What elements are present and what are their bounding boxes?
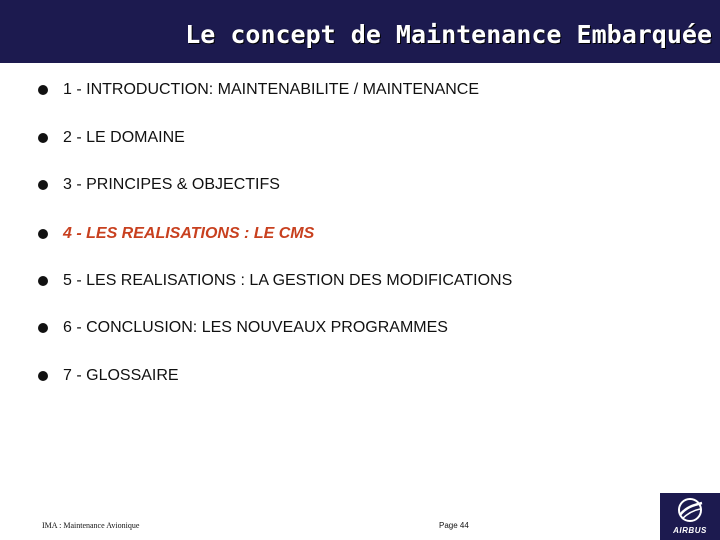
agenda-item-2	[38, 128, 185, 148]
bullet-icon	[38, 229, 48, 239]
logo-wordmark: AIRBUS	[673, 526, 707, 535]
footer-course-name: IMA : Maintenance Avionique	[42, 521, 140, 530]
slide-title: Le concept de Maintenance Embarquée	[185, 20, 712, 49]
agenda-item-label: 7 - GLOSSAIRE	[63, 367, 179, 384]
agenda-item-5	[38, 271, 512, 291]
page-number: Page 44	[439, 521, 469, 530]
agenda-item-4-current	[38, 224, 314, 244]
agenda-item-label: 3 - PRINCIPES & OBJECTIFS	[63, 176, 280, 193]
bullet-icon	[38, 133, 48, 143]
agenda-item-7	[38, 366, 179, 386]
agenda-item-1	[38, 80, 479, 100]
agenda-item-label: 1 - INTRODUCTION: MAINTENABILITE / MAINTENANCE	[63, 81, 480, 98]
agenda-item-label: 2 - LE DOMAINE	[63, 129, 185, 146]
agenda-item-label: 4 - LES REALISATIONS : LE CMS	[63, 225, 315, 242]
bullet-icon	[38, 323, 48, 333]
bullet-icon	[38, 85, 48, 95]
agenda-item-3	[38, 175, 280, 195]
agenda-item-6	[38, 318, 448, 338]
bullet-icon	[38, 371, 48, 381]
airbus-logo-icon	[660, 493, 720, 527]
bullet-icon	[38, 276, 48, 286]
agenda-item-label: 6 - CONCLUSION: LES NOUVEAUX PROGRAMMES	[63, 319, 448, 336]
airbus-logo	[660, 493, 720, 540]
bullet-icon	[38, 180, 48, 190]
agenda-item-label: 5 - LES REALISATIONS : LA GESTION DES MODIFICATIONS	[63, 272, 513, 289]
title-bar	[0, 0, 720, 63]
